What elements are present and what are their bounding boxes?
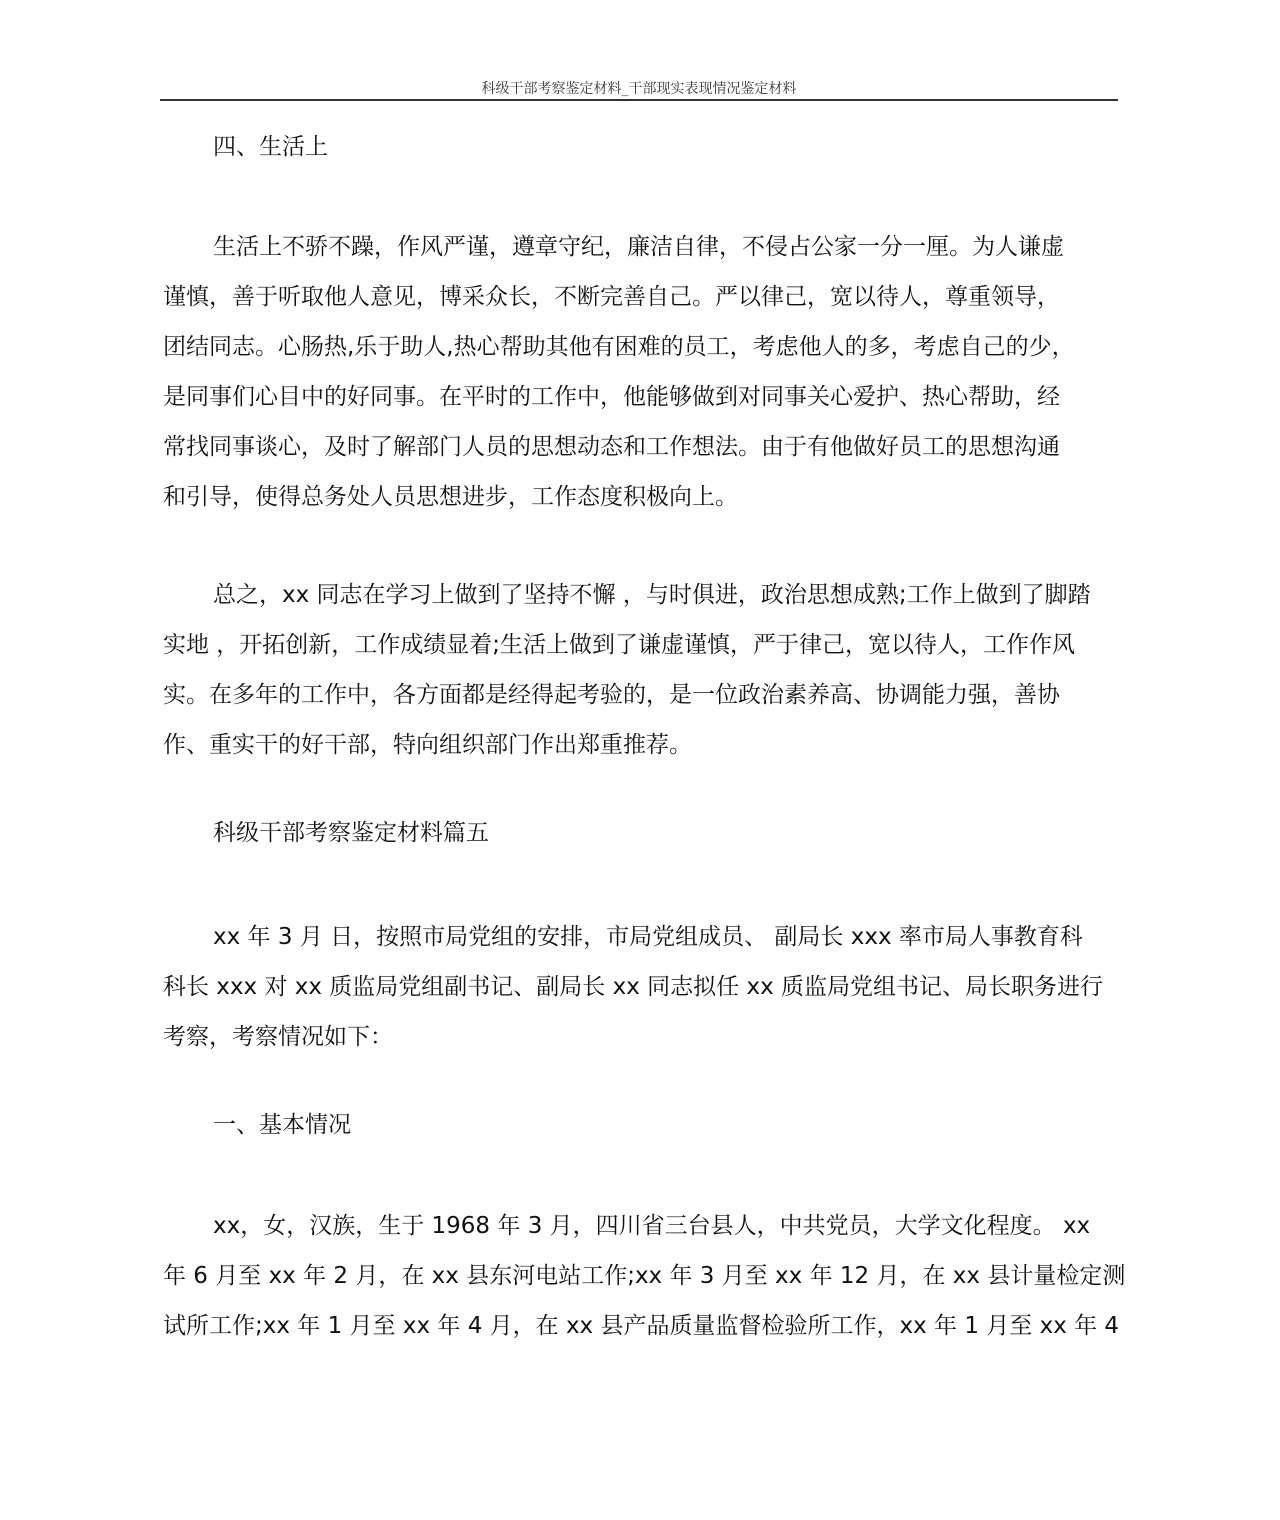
text-line: 科长 xxx 对 xx 质监局党组副书记、副局长 xx 同志拟任 xx 质监局党组书记、局长职务进行: [163, 974, 1103, 1000]
text-line: 实。在多年的工作中，各方面都是经得起考验的，是一位政治素养高、协调能力强，善协: [163, 682, 1060, 708]
section-heading: [163, 122, 1123, 172]
text-line: 四、生活上: [213, 134, 328, 160]
page-header-title: 科级干部考察鉴定材料_干部现实表现情况鉴定材料: [481, 81, 797, 97]
paragraph: [163, 912, 1123, 1062]
paragraph: [163, 222, 1123, 522]
text-line: 谨慎，善于听取他人意见，博采众长，不断完善自己。严以律己，宽以待人，尊重领导，: [163, 284, 1060, 310]
text-line: 试所工作;xx 年 1 月至 xx 年 4 月，在 xx 县产品质量监督检验所工作，xx 年 1 月至 xx 年 4: [163, 1313, 1120, 1339]
text-line: 和引导，使得总务处人员思想进步，工作态度积极向上。: [163, 484, 738, 510]
text-line: 年 6 月至 xx 年 2 月，在 xx 县东河电站工作;xx 年 3 月至 xx 年 12 月，在 xx 县计量检定测: [163, 1263, 1126, 1289]
section-title: [163, 808, 1123, 858]
paragraph: [163, 570, 1123, 770]
text-line: 总之，xx 同志在学习上做到了坚持不懈 ，与时俱进，政治思想成熟;工作上做到了脚踏: [213, 582, 1091, 608]
text-line: 考察，考察情况如下：: [163, 1024, 393, 1050]
text-line: 科级干部考察鉴定材料篇五: [213, 820, 489, 846]
text-line: 一、基本情况: [213, 1112, 351, 1138]
text-line: 是同事们心目中的好同事。在平时的工作中，他能够做到对同事关心爱护、热心帮助，经: [163, 384, 1060, 410]
paragraph: [163, 1201, 1126, 1351]
section-heading: [163, 1100, 1123, 1150]
text-line: xx，女，汉族，生于 1968 年 3 月，四川省三台县人，中共党员，大学文化程度。 xx: [213, 1213, 1091, 1239]
text-line: 作、重实干的好干部，特向组织部门作出郑重推荐。: [163, 732, 692, 758]
text-line: 团结同志。心肠热,乐于助人,热心帮助其他有困难的员工，考虑他人的多，考虑自己的少，: [163, 334, 1075, 360]
text-line: 生活上不骄不躁，作风严谨，遵章守纪，廉洁自律，不侵占公家一分一厘。为人谦虚: [213, 234, 1064, 260]
header-rule: [160, 99, 1118, 101]
text-line: xx 年 3 月 日，按照市局党组的安排，市局党组成员、 副局长 xxx 率市局人事教育科: [213, 924, 1083, 950]
text-line: 常找同事谈心，及时了解部门人员的思想动态和工作想法。由于有他做好员工的思想沟通: [163, 434, 1060, 460]
text-line: 实地 ，开拓创新，工作成绩显着;生活上做到了谦虚谨慎，严于律己，宽以待人，工作作风: [163, 632, 1076, 658]
